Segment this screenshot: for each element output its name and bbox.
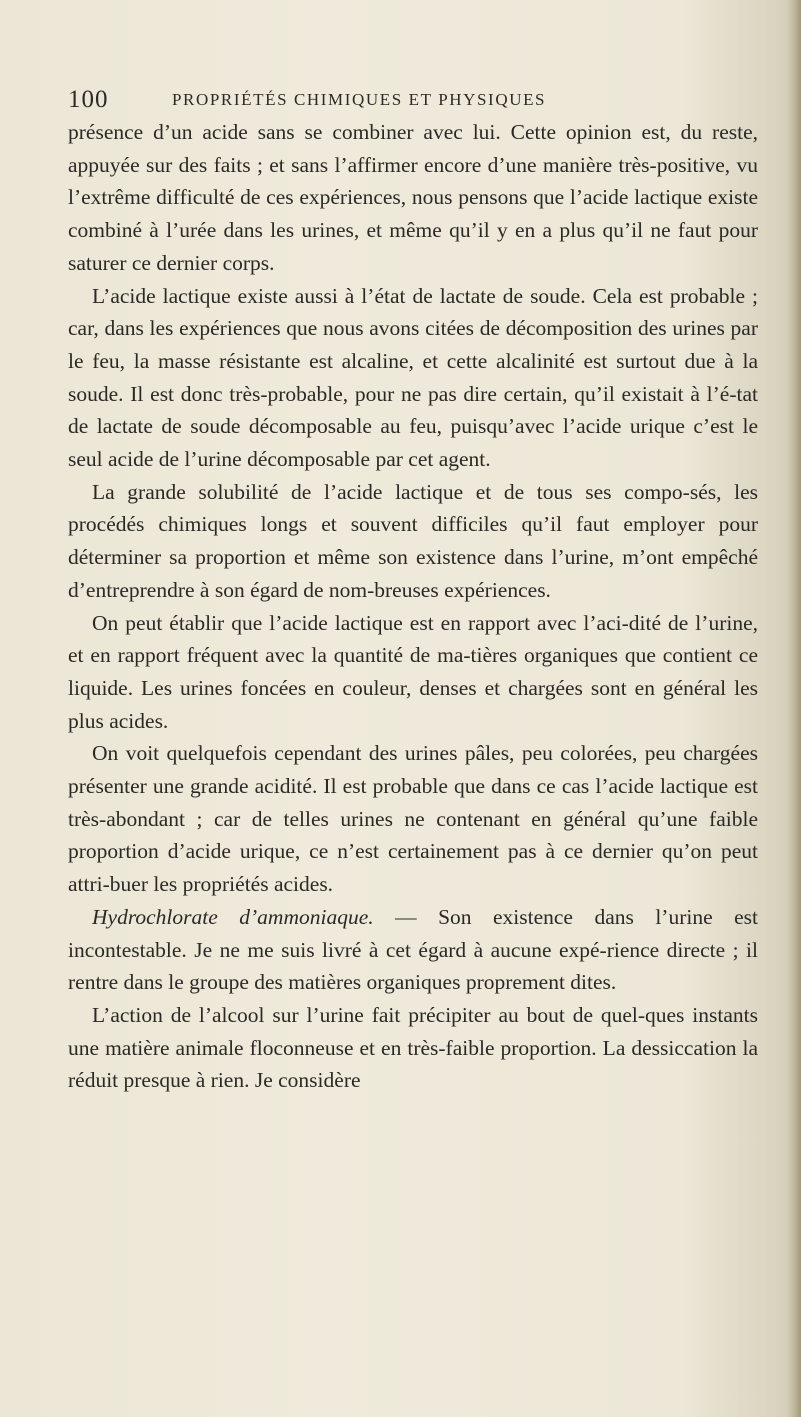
paragraph-2: L’acide lactique existe aussi à l’état de lactate de soude. Cela est probable ; car, dans les expériences que nous avons citées de décomposition des urines par le feu, la masse résistante est alcaline, et cette alcalinité est surtout due à la soude. Il est donc très-probable, pour ne pas dire certain, qu’il existait à l’é-tat de lactate de soude décomposable au feu, puisqu’avec l’acide urique c’est le seul acide de l’urine décomposable par cet agent. [68, 283, 758, 472]
paragraph-last: L’action de l’alcool sur l’urine fait précipiter au bout de quel-ques instants une matière animale floconneuse et en très-faible proportion. La dessiccation la réduit presque à rien. Je considère [68, 1002, 758, 1093]
paragraph-1: présence d’un acide sans se combiner avec lui. Cette opinion est, du reste, appuyée sur des faits ; et sans l’affirmer encore d’une manière très-positive, vu l’extrême difficulté de ces expériences, nous pensons que l’acide lactique existe combiné à l’urée dans les urines, et même qu’il y en a plus qu’il ne faut pour saturer ce dernier corps. [68, 120, 758, 275]
running-head: PROPRIÉTÉS CHIMIQUES ET PHYSIQUES [172, 90, 547, 109]
paragraph-4: On peut établir que l’acide lactique est en rapport avec l’aci-dité de l’urine, et en rapport fréquent avec la quantité de ma-tières organiques que contient ce liquide. Les urines foncées en couleur, denses et chargées sont en général les plus acides. [68, 610, 758, 733]
body-text [68, 116, 758, 1097]
hydrochlorate-text: — Son existence dans l’urine est incontestable. Je ne me suis livré à cet égard à aucune expé-rience directe ; il rentre dans le groupe des matières organiques proprement dites. [68, 904, 758, 995]
page-header [68, 86, 748, 118]
paragraph-3: La grande solubilité de l’acide lactique et de tous ses compo-sés, les procédés chimiques longs et souvent difficiles qu’il faut employer pour déterminer sa proportion et même son existence dans l’urine, m’ont empêché d’entreprendre à son égard de nom-breuses expériences. [68, 479, 758, 602]
section-title-hydrochlorate: Hydrochlorate d’ammoniaque. [92, 904, 374, 929]
paragraph-hydrochlorate [68, 901, 758, 999]
page-edge-shadow [787, 0, 801, 1417]
paragraph-5: On voit quelquefois cependant des urines pâles, peu colorées, peu chargées présenter une grande acidité. Il est probable que dans ce cas l’acide lactique est très-abondant ; car de telles urines ne contenant en général qu’une faible proportion d’acide urique, ce n’est certainement pas à ce dernier qu’on peut attri-buer les propriétés acides. [68, 741, 758, 897]
page-number: 100 [68, 86, 109, 113]
